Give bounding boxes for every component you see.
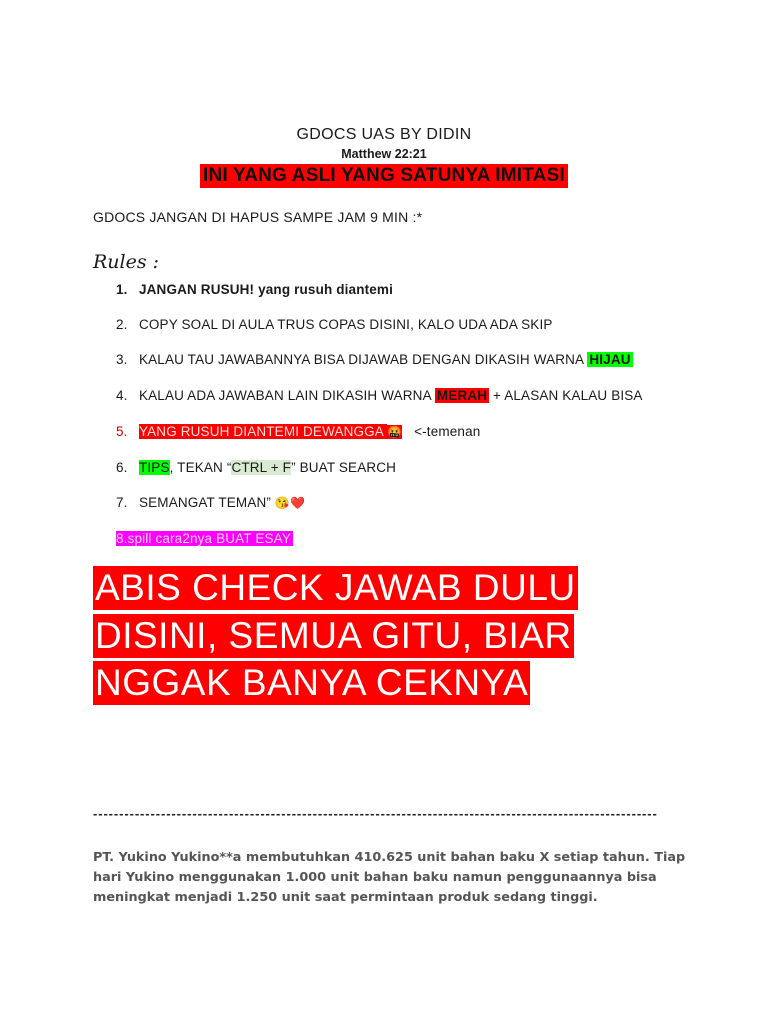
rule-item-5 bbox=[116, 424, 480, 439]
rule-item-8 bbox=[116, 531, 293, 546]
rule-text-after: + ALASAN KALAU BISA bbox=[489, 388, 643, 403]
rule-item-3 bbox=[116, 352, 633, 367]
question-paragraph: PT. Yukino Yukino**a membutuhkan 410.625 unit bahan baku X setiap tahun. Tiap hari Yukino menggunakan 1.000 unit bahan baku namun penggunaannya bisa meningkat menjadi 1.250 unit saat permintaan produk sedang tinggi. bbox=[93, 850, 686, 905]
rule-number: 7. bbox=[116, 495, 128, 510]
big-banner-text: NGGAK BANYA CEKNYA bbox=[95, 662, 529, 703]
rule-number: 1. bbox=[116, 282, 128, 297]
rule-text-after: ” BUAT SEARCH bbox=[291, 460, 397, 475]
rule-number: 3. bbox=[116, 352, 128, 367]
rule-text-after: <-temenan bbox=[410, 424, 481, 439]
document-subtitle: Matthew 22:21 bbox=[341, 147, 427, 161]
kiss-heart-icon: 😘❤️ bbox=[274, 496, 306, 510]
rule-text: YANG RUSUH DIANTEMI DEWANGGA bbox=[139, 424, 388, 439]
rules-heading: Rules : bbox=[93, 251, 160, 273]
big-banner-line-1 bbox=[93, 566, 578, 610]
rule-number: 5. bbox=[116, 424, 128, 439]
rule-number: 8. bbox=[116, 531, 128, 546]
deletion-note: GDOCS JANGAN DI HAPUS SAMPE JAM 9 MIN :* bbox=[93, 209, 423, 225]
banner-container bbox=[0, 164, 768, 188]
rule-item-7 bbox=[116, 495, 305, 510]
rule-item-6 bbox=[116, 460, 396, 475]
rule-text: COPY SOAL DI AULA TRUS COPAS DISINI, KALO UDA ADA SKIP bbox=[139, 317, 553, 332]
rule-item-4 bbox=[116, 388, 643, 403]
rule-number: 2. bbox=[116, 317, 128, 332]
big-banner-line-3 bbox=[93, 661, 530, 705]
rule-number: 4. bbox=[116, 388, 128, 403]
tips-highlight: TIPS bbox=[139, 460, 170, 475]
rule-text: SEMANGAT TEMAN” bbox=[139, 495, 275, 510]
big-banner-text: DISINI, SEMUA GITU, BIAR bbox=[95, 615, 572, 656]
section-divider: ------------------------------------------------------------------------------------------------------------ bbox=[93, 806, 658, 821]
authenticity-banner: INI YANG ASLI YANG SATUNYA IMITASI bbox=[200, 164, 568, 188]
rule-text: KALAU ADA JAWABAN LAIN DIKASIH WARNA bbox=[139, 388, 435, 403]
big-banner-text: ABIS CHECK JAWAB DULU bbox=[95, 567, 576, 608]
rule-item-2 bbox=[116, 317, 553, 332]
shortcut-label: CTRL + F bbox=[231, 460, 292, 475]
rule-text: JANGAN RUSUH! yang rusuh diantemi bbox=[139, 282, 393, 297]
document-title: GDOCS UAS BY DIDIN bbox=[296, 126, 472, 143]
big-banner-line-2 bbox=[93, 614, 574, 658]
angry-face-icon: 🤬 bbox=[387, 425, 403, 439]
rule-item-1 bbox=[116, 282, 393, 297]
rule-text: KALAU TAU JAWABANNYA BISA DIJAWAB DENGAN DIKASIH WARNA bbox=[139, 352, 588, 367]
green-highlight-label: HIJAU bbox=[589, 352, 631, 367]
rule-number: 6. bbox=[116, 460, 128, 475]
rule-text: spill cara2nya BUAT ESAY bbox=[127, 531, 291, 546]
red-highlight-label: MERAH bbox=[436, 388, 488, 403]
rule-text: , TEKAN “ bbox=[169, 460, 232, 475]
